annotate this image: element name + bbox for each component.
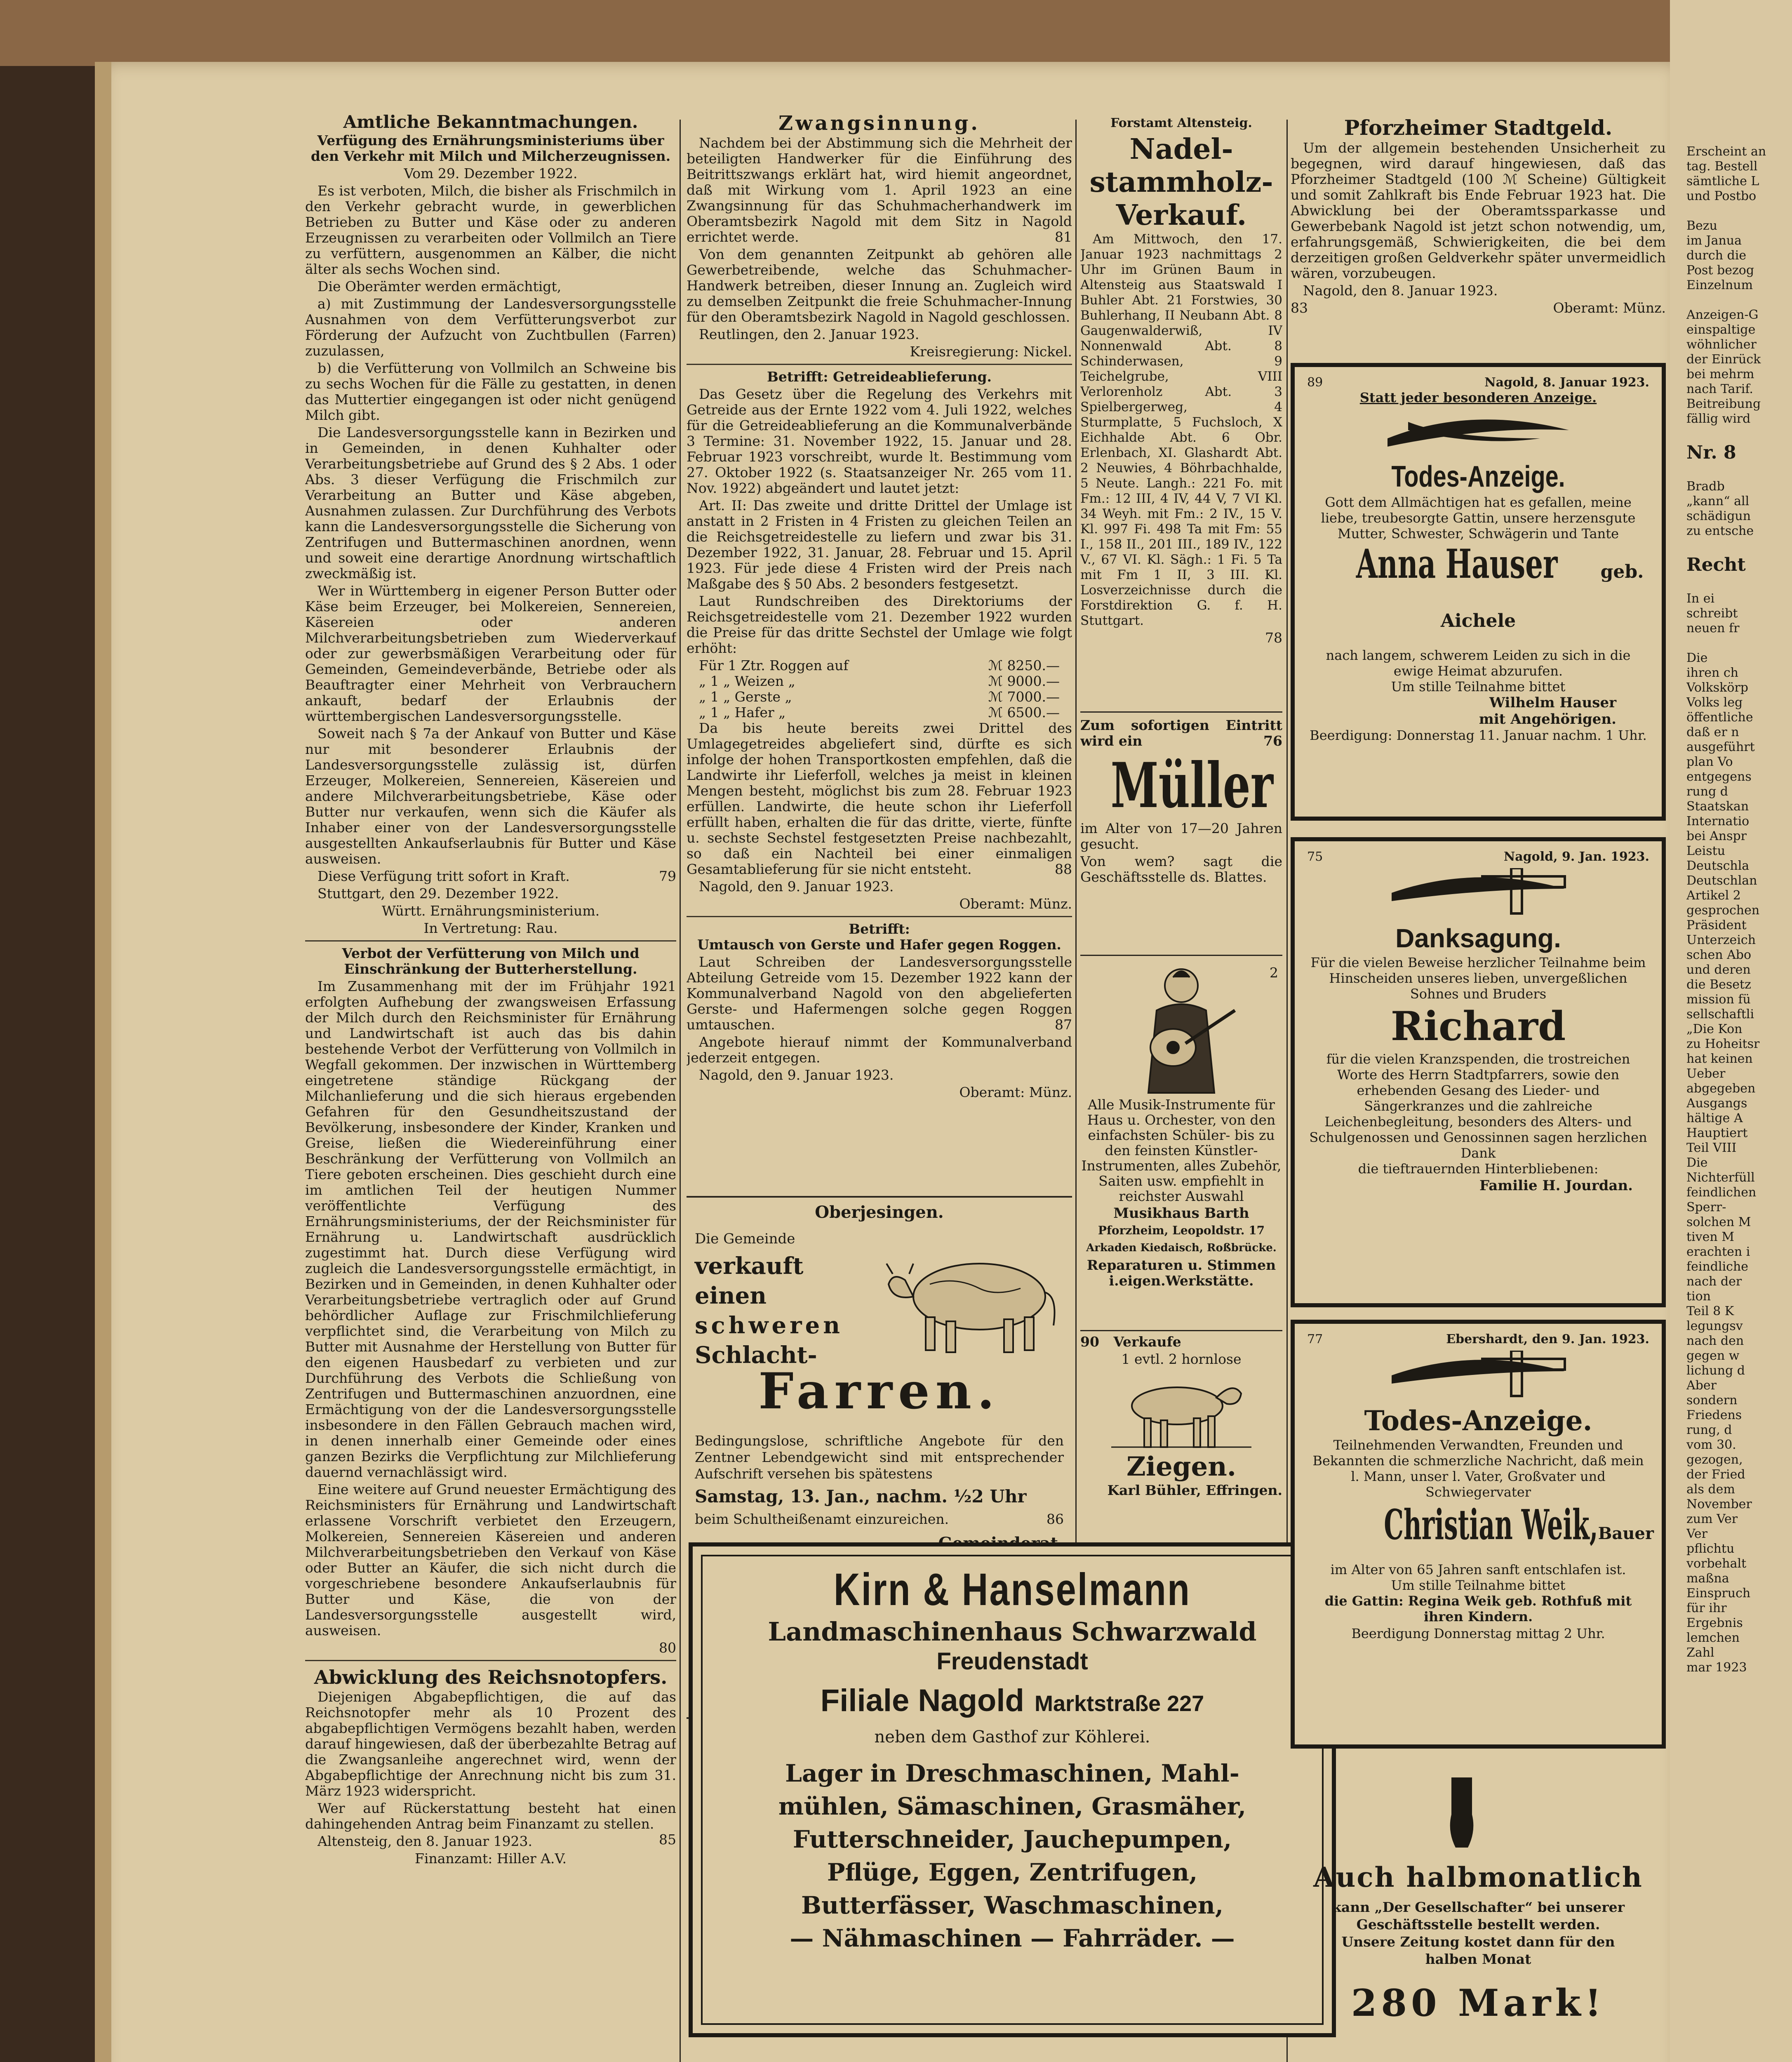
notice-name-suffix: geb. Aichele: [1440, 561, 1644, 631]
palm-branch-icon: [1383, 410, 1573, 455]
ad-company: Kirn & Hanselmann: [833, 1564, 1191, 1615]
subscription-notice: [1291, 1860, 1666, 2062]
column-rule: [680, 120, 681, 2062]
ad-text: [695, 1511, 1064, 1527]
notice-name-line: [1307, 1500, 1654, 1562]
edge-line: [1686, 464, 1790, 479]
edge-line: und Postbo: [1686, 189, 1757, 203]
edge-line: November: [1686, 1497, 1752, 1511]
edge-line: Einspruch: [1686, 1586, 1751, 1601]
edge-line: rung, d: [1686, 1423, 1732, 1437]
notice-sub: Statt jeder besonderen Anzeige.: [1359, 390, 1597, 405]
edge-line: Bezu: [1686, 219, 1717, 233]
signature-line: Finanzamt: Hiller A.V.: [415, 1850, 567, 1867]
price-label: „ 1 „ Gerste „: [699, 689, 792, 705]
edge-line: sellschaftli: [1686, 1007, 1754, 1022]
notice-place: Nagold, 9. Jan. 1923.: [1503, 850, 1649, 864]
ad-number: 90: [1080, 1334, 1099, 1350]
edge-line: Anzeigen-G: [1686, 308, 1759, 322]
edge-line: nach Tarif.: [1686, 382, 1753, 396]
paragraph: [687, 135, 1072, 245]
paragraph: Im Zusammenhang mit der im Frühjahr 1921 erfolgten Aufhebung der zwangsweisen Erfassung der Milch durch den Reichsminister für Ernährung und Landwirtschaft ist auch das bis dahin bestehende Verbot der Verfütterung von Vollmilch in Wegfall gekommen. Der inzwischen in Württemberg eingetretene ständige Rückgang der Milchanlieferung und die sich hieraus ergebenden Gefahren für den Gesundheitszustand der Bevölkerung, insbesondere der Kinder, Kranken und Greise, ließen die Wiedereinführung einer Beschränkung der Verfütterung von Vollmilch an Tiere geboten erscheinen. Dies geschieht durch eine im amtlichen Teil der heutigen Nummer veröffentlichte Verfügung des Ernährungsministeriums, der der Reichsminister für Ernährung u. Landwirtschaft ausdrücklich zugestimmt hat. Durch diese Verfügung wird zugleich die Landesversorgungsstelle ermächtigt, in Bezirken und in Gemeinden, in denen Kuhhalter oder Verarbeitungsbetriebe vertraglich oder auf Grund behördlicher Auflage zur Frischmilchlieferung verpflichtet sind, die Verarbeitung von Milch zu Butter mit Ausnahme der Herstellung von Butter für den eigenen Hausbedarf zu verbieten und zur Durchführung des Verbots die Schließung von Zentrifugen und Buttermaschinen anzuordnen, eine Ermächtigung von der die Landesversorgungsstelle insbesondere in den Fällen Gebrauch machen wird, in denen innerhalb einer Gemeinde oder eines ganzen Bezirks die Verpflichtung zur Milchlieferung dauernd vernachlässigt wird.: [305, 978, 676, 1480]
edge-line: Erscheint an: [1686, 144, 1766, 159]
price-row: [687, 673, 1072, 689]
ad-number: 81: [1055, 229, 1072, 245]
notice-sign: mit Angehörigen.: [1479, 711, 1616, 727]
edge-line: maßna: [1686, 1571, 1729, 1586]
notice-price: 280 Mark!: [1351, 1981, 1606, 2025]
notice-title: Todes-Anzeige.: [1364, 1405, 1592, 1437]
notice-burial: Beerdigung Donnerstag mittag 2 Uhr.: [1351, 1626, 1605, 1641]
ad-title: Nadel-: [1129, 133, 1233, 166]
notice-text: Gott dem Allmächtigen hat es gefallen, meine liebe, treubesorgte Gattin, unsere herzensgute Mutter, Schwester, Schwägerin und Tante: [1321, 494, 1636, 541]
edge-line: schreibt: [1686, 606, 1738, 621]
ad-line: Schlacht-: [695, 1342, 817, 1369]
signature-text: Oberamt: Münz.: [1553, 300, 1666, 316]
edge-line: Sperr-: [1686, 1200, 1726, 1215]
separator: [305, 940, 676, 942]
ad-number: 87: [1055, 1017, 1072, 1033]
notice-sign: Familie H. Jourdan.: [1479, 1177, 1633, 1194]
edge-line: durch die: [1686, 248, 1747, 263]
edge-line: gezogen,: [1686, 1452, 1743, 1467]
edge-line: lemchen: [1686, 1631, 1740, 1645]
paragraph: Soweit nach § 7a der Ankauf von Butter und Käse nur mit besonderer Erlaubnis der Landesversorgungsstelle zulässig ist, dürfen Erzeuger, Molkereien, Sennereien, Käsereien und andere Milchverarbeitungsbetriebe, Käse oder Butter nur verkaufen, wenn sich die Käufer als Inhaber einer von der Landesversorgungsstelle ausgestellten Ankaufserlaubnis für Butter und Käse ausweisen.: [305, 725, 676, 867]
edge-line: öffentliche: [1686, 710, 1753, 725]
edge-line: daß er n: [1686, 725, 1739, 739]
notice-name: Richard: [1390, 1003, 1566, 1050]
edge-line: [1686, 293, 1790, 308]
edge-line: nach den: [1686, 1334, 1744, 1348]
ad-big-word: Müller: [1110, 749, 1273, 822]
edge-line: tion: [1686, 1289, 1711, 1304]
edge-line: Deutschlan: [1686, 873, 1757, 888]
notice-text: Um stille Teilnahme bittet: [1391, 679, 1566, 694]
price-value: ℳ 6500.—: [988, 704, 1060, 720]
background-top: [0, 0, 1792, 66]
ad-number: 75: [1307, 850, 1323, 864]
paragraph-text: Nachdem bei der Abstimmung sich die Mehrheit der beteiligten Handwerker für die Einführung des Beitrittszwangs erklärt hat, wird hiemit angeordnet, daß mit Wirkung vom 1. April 1923 an eine Zwangsinnung für das Schuhmacherhandwerk im Oberamtsbezirk Nagold mit dem Sitz in Nagold errichtet werde.: [687, 135, 1072, 245]
edge-line: Leistu: [1686, 844, 1726, 858]
ad-place: Oberjesingen.: [815, 1203, 944, 1222]
paragraph: Art. II: Das zweite und dritte Drittel der Umlage ist anstatt in 2 Fristen in 4 Fristen zu gleichen Teilen an die Reichsgetreidestelle zu liefern und zwar bis 31. Dezember 1922, 31. Januar, 28. Februar und 15. April 1923. Für jede diese 4 Fristen wird der Preis nach Maßgabe des § 50 Abs. 2 besonders festgesetzt.: [687, 497, 1072, 592]
edge-line: Nichterfüll: [1686, 1170, 1755, 1185]
edge-line: lichung d: [1686, 1363, 1745, 1378]
article-title: Betrifft: Getreideablieferung.: [767, 369, 992, 385]
signature-line: [1291, 300, 1666, 316]
notice-text: die tieftrauernden Hinterbliebenen:: [1358, 1161, 1599, 1177]
signature-line: Oberamt: Münz.: [959, 1084, 1072, 1100]
ad-number: 83: [1291, 300, 1308, 316]
edge-line: Die: [1686, 651, 1708, 665]
separator: [1080, 711, 1282, 713]
ad-number: 77: [1307, 1332, 1323, 1346]
edge-line: Ueber: [1686, 1066, 1726, 1081]
ad-address: Marktstraße 227: [1034, 1691, 1204, 1716]
edge-line: [1686, 539, 1790, 553]
pointing-hand-icon: [1443, 1773, 1480, 1856]
ziegen-ad: [1080, 1334, 1282, 1540]
edge-line: Ergebnis: [1686, 1616, 1743, 1630]
edge-line: rung d: [1686, 784, 1728, 799]
separator: [1080, 1330, 1282, 1331]
ad-number: 89: [1307, 375, 1323, 390]
edge-line: entgegens: [1686, 770, 1752, 784]
edge-line: legungsv: [1686, 1319, 1743, 1333]
price-value: ℳ 7000.—: [988, 689, 1060, 705]
ad-header: Forstamt Altensteig.: [1110, 116, 1252, 130]
signature-line: Altensteig, den 8. Januar 1923.: [317, 1833, 533, 1849]
paragraph-text: Da bis heute bereits zwei Drittel des Umlagegetreides abgeliefert sind, dürfte es sich infolge der hohen Transportkosten empfehlen, daß die Landwirte ihr Lieferfoll, welches ja meist in kleinen Mengen besteht, möglichst bis zum 28. Februar 1923 erfüllen. Landwirte, die heute schon ihr Lieferfoll erfüllt haben, erhalten die für das dritte, vierte, fünfte u. sechste Sechstel festgesetzten Preise nachbezahlt, so daß ein Nachteil bei einer einmaligen Gesamtablieferung für sie nicht entsteht.: [687, 720, 1072, 877]
notice-place: Ebershardt, den 9. Jan. 1923.: [1446, 1332, 1649, 1346]
ad-product-line: — Nähmaschinen — Fahrräder. —: [790, 1924, 1235, 1952]
middle-column: [687, 111, 1072, 1192]
separator: [305, 1660, 676, 1661]
notice-text: kann „Der Gesellschafter“ bei unserer Geschäftsstelle bestellt werden. Unsere Zeitung kostet dann für den halben Monat: [1332, 1899, 1625, 1967]
paragraph: Das Gesetz über die Regelung des Verkehrs mit Getreide aus der Ernte 1922 vom 4. Juli 1922, welches für die Getreideablieferung an die Kommunalverbände 3 Termine: 31. November 1922, 15. Januar und 28. Februar 1923 vorschreibt, wurde lt. Bestimmung vom 27. Oktober 1922 (s. Staatsanzeiger Nr. 265 vom 11. Nov. 1922) abgeändert und lautet jetzt:: [687, 386, 1072, 496]
notice-text: Teilnehmenden Verwandten, Freunden und Bekannten die schmerzliche Nachricht, daß mein l. Mann, unser l. Vater, Großvater und Schwiegervater: [1312, 1437, 1644, 1500]
ad-text: Bedingungslose, schriftliche Angebote für den Zentner Lebendgewicht sind mit entsprechender Aufschrift versehen bis spätestens: [695, 1433, 1064, 1482]
notice-title: Auch halbmonatlich: [1313, 1861, 1643, 1893]
edge-line: sämtliche L: [1686, 174, 1759, 188]
column-rule: [1075, 120, 1077, 1769]
edge-line: als dem: [1686, 1482, 1735, 1497]
article-title: Umtausch von Gerste und Hafer gegen Roggen.: [697, 937, 1061, 953]
edge-line: einspaltige: [1686, 322, 1756, 337]
ad-number: 86: [1047, 1511, 1064, 1527]
ad-text-line: beim Schultheißenamt einzureichen.: [695, 1511, 949, 1527]
edge-line: bei Anspr: [1686, 829, 1747, 843]
edge-line: feindlichen: [1686, 1185, 1757, 1200]
edge-line: pflichtu: [1686, 1542, 1735, 1556]
ad-products: [693, 1757, 1332, 1955]
edge-line: mission fü: [1686, 992, 1751, 1007]
paragraph: Diejenigen Abgabepflichtigen, die auf das Reichsnotopfer mehr als 10 Prozent des abgabepflichtigen Vermögens bezahlt haben, werden darauf hingewiesen, daß der überbezahlte Betrag auf die Zwangsanleihe angerechnet wird, wenn der Abgabepflichtige der Anrechnung nicht bis zum 31. März 1923 widerspricht.: [305, 1689, 676, 1799]
notice-header: [1307, 1332, 1649, 1346]
edge-line: Ausgangs: [1686, 1096, 1747, 1111]
ad-headline: [695, 1251, 868, 1370]
edge-line: zum Ver: [1686, 1512, 1738, 1526]
edge-line: im Janua: [1686, 233, 1742, 248]
edge-line: für ihr: [1686, 1601, 1727, 1615]
edge-line: „Die Kon: [1686, 1022, 1743, 1036]
edge-line: der Einrück: [1686, 352, 1761, 367]
price-label: „ 1 „ Hafer „: [699, 704, 786, 720]
edge-line: In ei: [1686, 591, 1715, 606]
ad-text: Am Mittwoch, den 17. Januar 1923 nachmittags 2 Uhr im Grünen Baum in Altensteig aus Staatswald I Buhler Abt. 21 Forstwies, 30 Buhlerhang, II Neubann Abt. 8 Gaugenwalderwiß, IV Nonnenwald Abt. 8 Schinderwasen, 9 Teichelgrube, VIII Verlorenholz Abt. 3 Spielbergerweg, 4 Sturmplatte, 5 Fuchsloch, X Eichhalde Abt. 6 Obr. Erlenbach, XI. Glashardt Abt. 2 Neuwies, 4 Böhrbachhalde, 5 Neute. Langh.: 221 Fo. mit Fm.: 12 III, 4 IV, 44 V, 7 VI Kl. 34 Weyh. mit Fm.: 2 IV., 15 V. Kl. 997 Fi. 498 Ta mit Fm: 55 I., 158 II., 201 III., 189 IV., 122 V., 67 VI. Kl. Sägh.: 1 Fi. 5 Ta mit Fm 1 II, 3 III. Kl. Losverzeichnisse durch die Forstdirektion G. f. H. Stuttgart.: [1080, 232, 1282, 628]
edge-line: und deren: [1686, 963, 1751, 977]
price-row: [687, 689, 1072, 705]
edge-line: Teil VIII: [1686, 1141, 1737, 1155]
edge-line: Teil 8 K: [1686, 1304, 1734, 1318]
ad-date: Samstag, 13. Jan., nachm. ½2 Uhr: [695, 1486, 1027, 1506]
edge-line: plan Vo: [1686, 755, 1733, 769]
ad-address-note: neben dem Gasthof zur Köhlerei.: [874, 1728, 1150, 1747]
article-title: Betrifft:: [849, 921, 910, 937]
article-title: Abwicklung des Reichsnotopfers.: [314, 1666, 668, 1688]
edge-line: Einzelnum: [1686, 278, 1753, 292]
musik-ad: [1080, 961, 1282, 1332]
edge-line: hat keinen: [1686, 1052, 1753, 1066]
edge-line: [1686, 426, 1790, 441]
ad-line: schweren: [695, 1312, 844, 1339]
ad-number: 79: [659, 868, 676, 884]
signature-line: Oberamt: Münz.: [959, 896, 1072, 912]
paragraph: [305, 869, 676, 884]
edge-line: gegen w: [1686, 1349, 1740, 1363]
edge-line: Recht: [1686, 554, 1746, 575]
notice-name: Anna Hauser: [1356, 541, 1557, 587]
paragraph: Wer in Württemberg in eigener Person Butter oder Käse beim Erzeuger, bei Molkereien, Sennereien, Käsereien oder anderen Milchverarbeitungsbetrieben zum Wiederverkauf oder zur gewerbsmäßigen Verarbeitung oder für Gemeinden, Gemeindeverbände, Betriebe oder als Beauftragter einer Mehrheit von Verbrauchern ankauft, bedarf der Erlaubnis der württembergischen Landesversorgungsstelle.: [305, 583, 676, 724]
ad-title: Verkauf.: [1116, 199, 1247, 232]
edge-line: „kann“ all: [1686, 494, 1750, 508]
separator: [1080, 955, 1282, 956]
ad-number: 88: [1055, 861, 1072, 877]
guitar-player-icon: [1119, 961, 1243, 1097]
ad-line: verkauft einen: [695, 1252, 804, 1309]
paragraph: b) die Verfütterung von Vollmilch an Schweine bis zu sechs Wochen für die Fälle zu gestatten, in denen das Muttertier eingegangen ist oder nicht genügend Milch gibt.: [305, 360, 676, 423]
edge-line: ausgeführt: [1686, 740, 1755, 754]
paragraph-text: Diese Verfügung tritt sofort in Kraft.: [317, 868, 570, 884]
holz-ad: [1080, 115, 1282, 705]
section-title: Zwangsinnung.: [778, 112, 981, 135]
ad-intro: Die Gemeinde: [695, 1231, 795, 1247]
next-page-text: [1686, 144, 1790, 2062]
notice-header: [1307, 375, 1649, 390]
edge-line: [1686, 577, 1790, 591]
edge-line: bei mehrm: [1686, 367, 1754, 381]
ad-number: 2: [1270, 965, 1278, 981]
paragraph: Laut Rundschreiben des Direktoriums der Reichsgetreidestelle vom 21. Dezember 1922 wurden die Preise für das dritte Sechstel der Umlage wie folgt erhöht:: [687, 593, 1072, 656]
pforzheim-notice: [1291, 115, 1666, 363]
ad-number: 80: [659, 1640, 676, 1656]
paragraph: Die Oberämter werden ermächtigt,: [317, 278, 562, 294]
section-title: Amtliche Bekanntmachungen.: [343, 112, 638, 132]
edge-line: Beitreibung: [1686, 397, 1761, 411]
ad-product-line: mühlen, Sämaschinen, Grasmäher,: [778, 1792, 1246, 1820]
edge-line: feindliche: [1686, 1259, 1749, 1274]
ad-branch: [693, 1684, 1332, 1725]
article-date: Vom 29. Dezember 1922.: [404, 165, 578, 181]
ad-text: Von wem? sagt die Geschäftsstelle ds. Blattes.: [1080, 853, 1282, 885]
notice-name: Christian Weik,: [1384, 1500, 1598, 1549]
notice-text: für die vielen Kranzspenden, die trostreichen Worte des Herrn Stadtpfarrers, sowie den erhebenden Gesang des Lieder- und Sängerkranzes und die zahlreiche Leichenbegleitung, besonders des Alters- und Schulgenossen und Genossinnen sagen herzlichen Dank: [1309, 1051, 1647, 1161]
price-value: ℳ 8250.—: [988, 657, 1060, 673]
edge-line: Artikel 2: [1686, 888, 1741, 903]
notice-text: Um stille Teilnahme bittet: [1391, 1577, 1566, 1593]
ad-number: 78: [1265, 630, 1282, 646]
edge-line: Zahl: [1686, 1645, 1714, 1660]
edge-line: Unterzeich: [1686, 933, 1756, 947]
edge-line: vorbehalt: [1686, 1556, 1747, 1571]
price-label: Für 1 Ztr. Roggen auf: [699, 657, 849, 673]
paragraph: Eine weitere auf Grund neuester Ermächtigung des Reichsministers für Ernährung und Landwirtschaft erlassene Vorschrift verbietet den Erzeugern, Molkereien, Sennereien Käsereien und anderen Milchverarbeitungsbetrieben den Verkauf von Käse oder Butter an Käufer, die sich nicht durch die vorgeschriebene besondere Ankaufserlaubnis für Butter und Käse, die von der Landesversorgungsstelle ausgestellt wird, ausweisen.: [305, 1481, 676, 1638]
kirn-hanselmann-ad: [689, 1542, 1336, 2037]
notice-text: Für die vielen Beweise herzlicher Teilnahme beim Hinscheiden unseres lieben, unvergeßlichen Sohnes und Bruders: [1310, 955, 1646, 1002]
edge-line: die Besetz: [1686, 977, 1751, 992]
ad-number: 76: [1263, 733, 1282, 749]
edge-line: mar 1923: [1686, 1660, 1747, 1675]
notice-title: Todes-Anzeige.: [1391, 460, 1565, 493]
edge-line: Aber: [1686, 1378, 1717, 1393]
ad-product-line: Butterfässer, Waschmaschinen,: [801, 1891, 1224, 1919]
ad-text: Reparaturen u. Stimmen i.eigen.Werkstätte.: [1086, 1257, 1276, 1289]
edge-line: Die: [1686, 1156, 1708, 1170]
goat-icon: [1111, 1369, 1251, 1451]
ad-text: Alle Musik-Instrumente für Haus u. Orchester, von den einfachsten Schüler- bis zu den feinsten Künstler-Instrumenten, alles Zubehör, Saiten usw. empfiehlt in reichster Auswahl: [1081, 1097, 1282, 1204]
edge-line: Volkskörp: [1686, 680, 1748, 695]
ad-text: [1080, 718, 1282, 749]
paragraph-text: Laut Schreiben der Landesversorgungsstelle Abteilung Getreide vom 15. Dezember 1922 kann der Kommunalverband Nagold von den abgelieferten Gerste- und Hafermengen solche gegen Roggen umtauschen.: [687, 954, 1072, 1033]
paragraph-text: Wer auf Rückerstattung besteht hat einen dahingehenden Antrag beim Finanzamt zu stellen.: [305, 1800, 676, 1832]
edge-line: Staatskan: [1686, 799, 1749, 814]
price-value: ℳ 9000.—: [988, 673, 1060, 689]
edge-line: abgegeben: [1686, 1081, 1756, 1096]
edge-line: sondern: [1686, 1393, 1738, 1408]
ad-address: Pforzheim, Leopoldstr. 17: [1098, 1224, 1265, 1237]
edge-line: schädigun: [1686, 509, 1751, 523]
ad-text-line: Verkaufe: [1113, 1334, 1181, 1350]
mueller-ad: [1080, 718, 1282, 965]
edge-line: tag. Bestell: [1686, 159, 1758, 174]
price-label: „ 1 „ Weizen „: [699, 673, 795, 689]
signature-line: Nagold, den 9. Januar 1923.: [699, 878, 894, 894]
edge-line: solchen M: [1686, 1215, 1751, 1229]
paragraph: a) mit Zustimmung der Landesversorgungsstelle Ausnahmen von dem Verfütterungsverbot zur Förderung der Aufzucht von Zuchtbullen (Farren) zuzulassen,: [305, 296, 676, 359]
article-title: Pforzheimer Stadtgeld.: [1344, 115, 1613, 140]
ad-text: [1080, 1334, 1282, 1350]
ad-subtitle: Freudenstadt: [936, 1648, 1088, 1675]
signature-line: Reutlingen, den 2. Januar 1923.: [699, 326, 920, 342]
edge-line: wöhnlicher: [1686, 337, 1757, 352]
edge-line: [1686, 204, 1790, 219]
edge-line: Präsident: [1686, 918, 1747, 932]
ad-text-line: Zum sofortigen Eintritt wird ein: [1080, 718, 1282, 749]
notice-title: Danksagung.: [1395, 923, 1561, 953]
edge-line: vom 30.: [1686, 1438, 1736, 1452]
ad-shop: Musikhaus Barth: [1113, 1205, 1249, 1222]
signature-line: Kreisregierung: Nickel.: [910, 344, 1072, 360]
ad-text: im Alter von 17—20 Jahren gesucht.: [1080, 820, 1282, 852]
paragraph: Angebote hierauf nimmt der Kommunalverband jederzeit entgegen.: [687, 1034, 1072, 1066]
paragraph: Von dem genannten Zeitpunkt ab gehören alle Gewerbetreibende, welche das Schuhmacher-Handwerk betreiben, dieser Innung an. Zugleich wird zu demselben Zeitpunkt die freie Schuhmacher-Innung für den Oberamtsbezirk Nagold in Nagold geschlossen.: [687, 246, 1072, 325]
edge-line: Internatio: [1686, 814, 1750, 829]
edge-line: Bradb: [1686, 479, 1725, 494]
edge-line: Post bezog: [1686, 263, 1754, 278]
edge-line: Hauptiert: [1686, 1126, 1748, 1140]
paragraph: [687, 720, 1072, 877]
edge-line: gesprochen: [1686, 903, 1760, 918]
paragraph: Es ist verboten, Milch, die bisher als Frischmilch in den Verkehr gebracht wurde, in gewerblichen Betrieben zu Butter und Käse oder zu anderen Erzeugnissen zu verarbeiten oder Vollmilch an Tiere zu verfüttern, ausgenommen an Kälber, die nicht älter als sechs Wochen sind.: [305, 183, 676, 277]
edge-line: Deutschla: [1686, 859, 1750, 873]
edge-line: fällig wird: [1686, 412, 1751, 426]
separator: [687, 364, 1072, 365]
palm-cross-icon: [1383, 1351, 1573, 1400]
edge-line: Volks leg: [1686, 695, 1743, 710]
ad-product-line: Lager in Dreschmaschinen, Mahl-: [785, 1759, 1239, 1787]
edge-line: ihren ch: [1686, 666, 1738, 680]
edge-line: neuen fr: [1686, 621, 1740, 636]
edge-line: Nr. 8: [1686, 442, 1736, 463]
edge-line: Friedens: [1686, 1408, 1742, 1422]
ad-sign: Karl Bühler, Effringen.: [1107, 1482, 1282, 1498]
edge-line: der Fried: [1686, 1467, 1745, 1482]
edge-line: zu Hoheitsr: [1686, 1037, 1760, 1051]
signature-line: Nagold, den 9. Januar 1923.: [699, 1067, 894, 1083]
bull-icon: [880, 1235, 1062, 1358]
price-row: [687, 658, 1072, 673]
notice-name-line: [1307, 541, 1649, 647]
ad-product-line: Pflüge, Eggen, Zentrifugen,: [827, 1858, 1198, 1886]
edge-line: erachten i: [1686, 1245, 1750, 1259]
article-subtitle: Verfügung des Ernährungsministeriums über den Verkehr mit Milch und Milcherzeugnissen.: [310, 132, 671, 164]
edge-line: hältige A: [1686, 1111, 1743, 1125]
ad-title: stammholz-: [1089, 166, 1273, 199]
price-row: [687, 705, 1072, 720]
binding-spine: [95, 62, 111, 2062]
signature-line: Nagold, den 8. Januar 1923.: [1303, 282, 1498, 299]
notice-text: nach langem, schwerem Leiden zu sich in die ewige Heimat abzurufen.: [1326, 647, 1631, 679]
edge-line: schen Abo: [1686, 948, 1752, 962]
signature-line: Württ. Ernährungsministerium.: [381, 903, 600, 919]
separator: [687, 916, 1072, 917]
notice-burial: Beerdigung: Donnerstag 11. Januar nachm. 1 Uhr.: [1310, 727, 1647, 743]
death-notice: [1291, 363, 1666, 821]
ad-big-word: Farren.: [758, 1362, 1000, 1420]
ad-filiale: Filiale Nagold: [820, 1683, 1024, 1718]
signature-line: In Vertretung: Rau.: [423, 920, 558, 936]
death-notice: [1291, 1320, 1666, 1749]
notice-text: im Alter von 65 Jahren sanft entschlafen ist.: [1330, 1562, 1626, 1577]
ad-text: 1 evtl. 2 hornlose: [1121, 1351, 1242, 1367]
paragraph: Um der allgemein bestehenden Unsicherheit zu begegnen, wird darauf hingewiesen, daß das Pforzheimer Stadtgeld (100 ℳ Scheine) Gültigkeit und somit Zahlkraft bis Ende Februar 1923 hat. Die Abwicklung bei der Oberamtssparkasse und Gewerbebank Nagold ist jetzt schon notwendig, um, erfahrungsgemäß, Schwierigkeiten, die bei dem derzeitigen großen Geldverkehr später unvermeidlich wären, vorzubeugen.: [1291, 140, 1666, 281]
edge-line: Ver: [1686, 1527, 1708, 1541]
edge-line: zu entsche: [1686, 524, 1754, 538]
ad-number: 85: [659, 1831, 676, 1848]
notice-header: [1307, 850, 1649, 864]
paragraph: Die Landesversorgungsstelle kann in Bezirken und in Gemeinden, in denen Kuhhalter oder Verarbeitungsbetriebe auf Grund des § 2 Abs. 1 oder Abs. 3 dieser Verfügung die Frischmilch zur Verarbeitung an Butter und Käse abgeben, Ausnahmen zulassen. Zur Durchführung des Verbots kann die Landesversorgungsstelle die Sicherung von Zentrifugen und Buttermaschinen anordnen, wenn und soweit eine derartige Anordnung wirtschaftlich zweckmäßig ist.: [305, 424, 676, 581]
edge-line: nach der: [1686, 1274, 1742, 1289]
ad-big-word: Ziegen.: [1126, 1451, 1237, 1482]
ad-product-line: Futterschneider, Jauchepumpen,: [793, 1825, 1232, 1853]
left-column: [305, 111, 676, 2062]
notice-place: Nagold, 8. Januar 1923.: [1484, 375, 1649, 390]
signature-line: Stuttgart, den 29. Dezember 1922.: [317, 885, 559, 902]
palm-cross-icon: [1383, 868, 1573, 918]
notice-sign: die Gattin: Regina Weik geb. Rothfuß mit ihren Kindern.: [1324, 1593, 1632, 1624]
ad-address: Arkaden Kiedaisch, Roßbrücke.: [1086, 1242, 1277, 1254]
notice-name-suffix: Bauer: [1598, 1524, 1654, 1543]
article-title: Verbot der Verfütterung von Milch und Einschränkung der Butterherstellung.: [342, 945, 640, 977]
paragraph: [687, 954, 1072, 1033]
ad-subtitle: Landmaschinenhaus Schwarzwald: [768, 1617, 1257, 1647]
edge-line: tiven M: [1686, 1230, 1734, 1244]
notice-sign: Wilhelm Hauser: [1489, 694, 1616, 711]
thanks-notice: [1291, 837, 1666, 1307]
edge-line: [1686, 636, 1790, 651]
